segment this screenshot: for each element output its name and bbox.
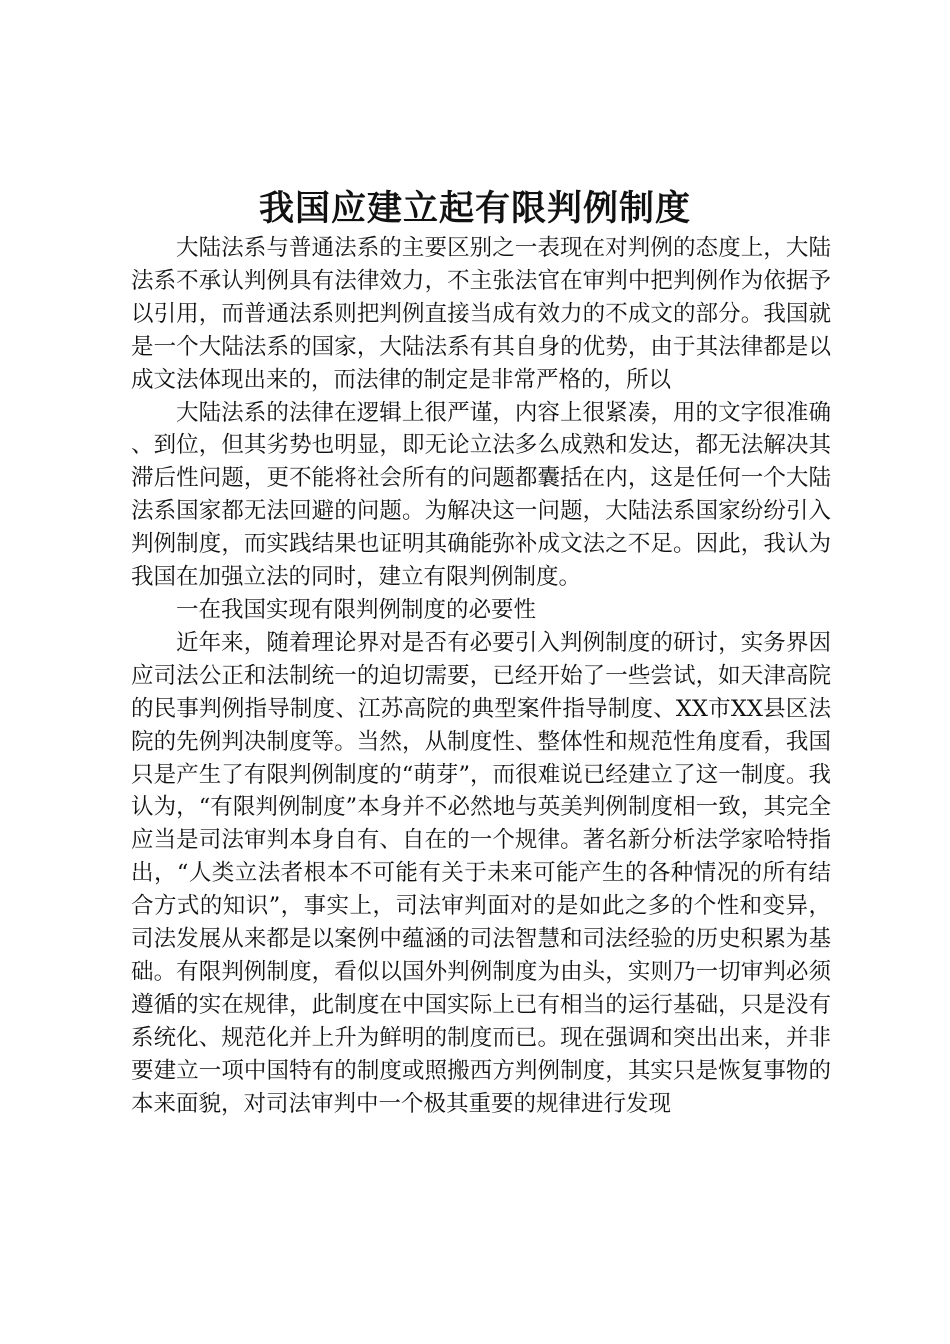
document-body xyxy=(131,232,831,1120)
section-heading-necessity: 一在我国实现有限判例制度的必要性 xyxy=(176,596,537,623)
paragraph-intro: 大陆法系与普通法系的主要区别之一表现在对判例的态度上，大陆法系不承认判例具有法律效力，不主张法官在审判中把判例作为依据予以引用，而普通法系则把判例直接当成有效力的不成文的部分。我国就是一个大陆法系的国家，大陆法系有其自身的优势，由于其法律都是以成文法体现出来的，而法律的制定是非常严格的，所以 xyxy=(131,235,831,393)
paragraph-recent-practice: 近年来，随着理论界对是否有必要引入判例制度的研讨，实务界因应司法公正和法制统一的迫切需要，已经开始了一些尝试，如天津高院的民事判例指导制度、江苏高院的典型案件指导制度、XX市XX县区法院的先例判决制度等。当然，从制度性、整体性和规范性角度看，我国只是产生了有限判例制度的“萌芽”，而很难说已经建立了这一制度。我认为，“有限判例制度”本身并不必然地与英美判例制度相一致，其完全应当是司法审判本身自有、自在的一个规律。著名新分析法学家哈特指出，“人类立法者根本不可能有关于未来可能产生的各种情况的所有结合方式的知识”，事实上，司法审判面对的是如此之多的个性和变异，司法发展从来都是以案例中蕴涵的司法智慧和司法经验的历史积累为基础。有限判例制度，看似以国外判例制度为由头，实则乃一切审判必须遵循的实在规律，此制度在中国实际上已有相当的运行基础，只是没有系统化、规范化并上升为鲜明的制度而已。现在强调和突出出来，并非要建立一项中国特有的制度或照搬西方判例制度，其实只是恢复事物的本来面貌，对司法审判中一个极其重要的规律进行发现 xyxy=(131,629,831,1117)
paragraph-civil-law-weakness: 大陆法系的法律在逻辑上很严谨，内容上很紧凑，用的文字很准确、到位，但其劣势也明显，即无论立法多么成熟和发达，都无法解决其滞后性问题，更不能将社会所有的问题都囊括在内，这是任何一个大陆法系国家都无法回避的问题。为解决这一问题，大陆法系国家纷纷引入判例制度，而实践结果也证明其确能弥补成文法之不足。因此，我认为我国在加强立法的同时，建立有限判例制度。 xyxy=(131,399,831,591)
document-title: 我国应建立起有限判例制度 xyxy=(258,188,691,229)
